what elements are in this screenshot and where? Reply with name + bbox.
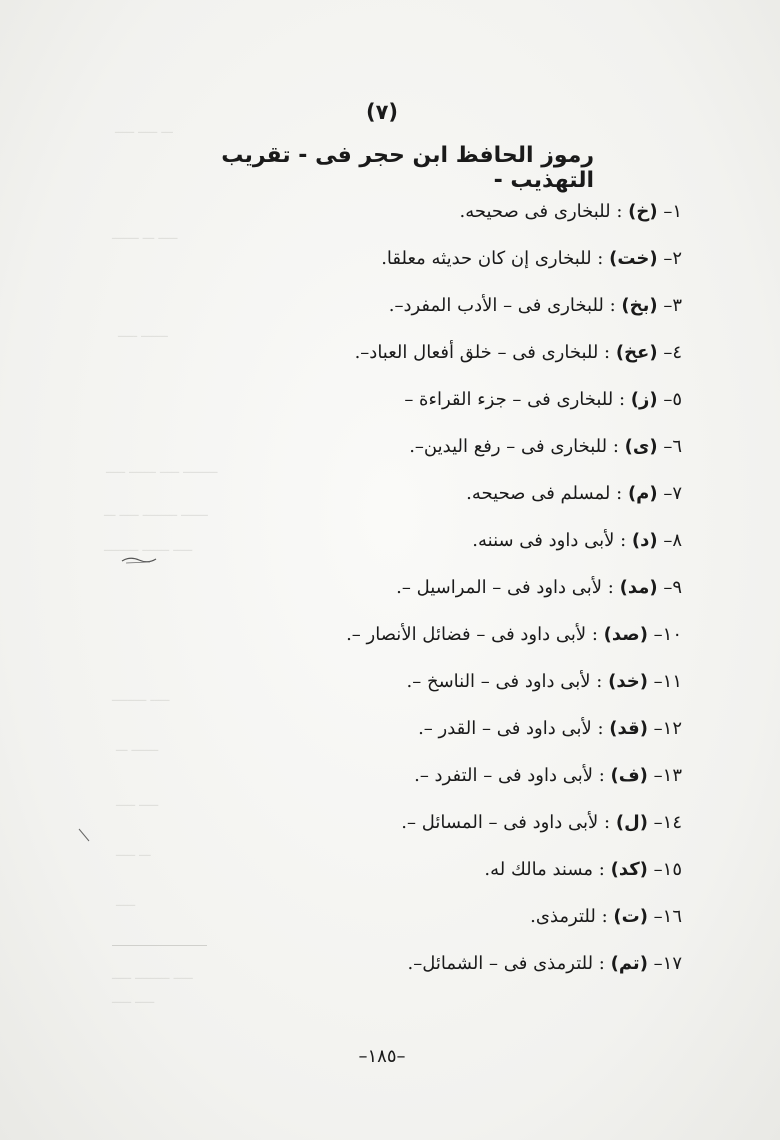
list-item — [212, 432, 682, 479]
entry-code: (ز) — [630, 389, 658, 410]
entry-number: ١١– — [653, 671, 682, 692]
entry-code: (كد) — [610, 859, 648, 880]
list-item — [212, 667, 682, 714]
list-item — [212, 338, 682, 385]
entry-number: ٨– — [663, 530, 682, 551]
show-through-text: ـــــ ـــــ — [112, 992, 155, 1007]
entry-number: ٦– — [663, 436, 682, 457]
entry-description: : لأبى داود فى – الناسخ –. — [406, 671, 603, 692]
scan-smudge-mark — [120, 555, 158, 565]
entry-description: : للبخارى فى – رفع اليدين–. — [409, 436, 619, 457]
show-through-text: ـــــ — [116, 895, 136, 910]
entry-number: ١٠– — [653, 624, 682, 645]
entry-description: : للبخارى فى – خلق أفعال العباد–. — [354, 342, 611, 363]
entry-number: ١٥– — [653, 859, 682, 880]
entry-description: : للبخارى إن كان حديثه معلقا. — [381, 248, 604, 269]
entry-code: (ل) — [615, 812, 648, 833]
entry-description: : لأبى داود فى – فضائل الأنصار –. — [346, 624, 598, 645]
entry-number: ١٧– — [653, 953, 682, 974]
footnote-divider — [112, 945, 207, 946]
show-through-text: ـــــــ ـــــــــ ـــــ ـــ — [104, 505, 208, 520]
list-item — [212, 902, 682, 949]
entry-description: : للبخارى فى – جزء القراءة – — [404, 389, 626, 410]
entry-number: ٥– — [663, 389, 682, 410]
entry-description: : لمسلم فى صحيحه. — [466, 483, 623, 504]
entry-description: : لأبى داود فى – التفرد –. — [414, 765, 605, 786]
entry-number: ١٦– — [653, 906, 682, 927]
entry-code: (م) — [627, 483, 658, 504]
entry-code: (خد) — [608, 671, 648, 692]
entry-code: (خت) — [609, 248, 658, 269]
entry-description: : للترمذى. — [530, 906, 608, 927]
entry-code: (صد) — [603, 624, 648, 645]
list-item — [212, 714, 682, 761]
show-through-text: ـــ ـــــ — [116, 845, 151, 860]
pen-stroke-mark — [78, 828, 90, 842]
entry-code: (تم) — [610, 953, 648, 974]
entry-number: ٣– — [663, 295, 682, 316]
entry-number: ١٤– — [653, 812, 682, 833]
page-number: –١٨٥– — [358, 1046, 406, 1067]
entry-description: : لأبى داود فى – القدر –. — [418, 718, 604, 739]
show-through-text: ـــــــــ ـــــ ـــــــ ـــــ — [106, 462, 218, 477]
show-through-text: ـــــ ـــــــــ — [112, 690, 170, 705]
list-item — [212, 808, 682, 855]
entry-description: : لأبى داود فى – المراسيل –. — [396, 577, 614, 598]
list-item — [212, 949, 682, 996]
list-item — [212, 526, 682, 573]
entry-number: ٩– — [663, 577, 682, 598]
entry-number: ٧– — [663, 483, 682, 504]
entry-description: : للترمذى فى – الشمائل–. — [407, 953, 605, 974]
entry-description: : مسند مالك له. — [484, 859, 605, 880]
entry-number: ١٣– — [653, 765, 682, 786]
entry-code: (قد) — [609, 718, 648, 739]
show-through-text: ـــ ـــــ ـــــ — [115, 122, 173, 137]
show-through-text: ـــــــ ـــــ — [118, 326, 168, 341]
entry-code: (ت) — [613, 906, 648, 927]
entry-code: (مد) — [619, 577, 658, 598]
list-item — [212, 620, 682, 667]
list-item — [212, 385, 682, 432]
list-item — [212, 197, 682, 244]
entry-number: ١– — [663, 201, 682, 222]
entries-list — [212, 197, 682, 996]
show-through-text: ـــــ ـــــ — [116, 795, 159, 810]
show-through-text: ـــــــ ـــ — [116, 740, 159, 755]
list-item — [212, 244, 682, 291]
entry-number: ١٢– — [653, 718, 682, 739]
entry-description: : لأبى داود فى سننه. — [472, 530, 627, 551]
entry-number: ٢– — [663, 248, 682, 269]
entry-code: (بخ) — [621, 295, 658, 316]
list-item — [212, 855, 682, 902]
entry-code: (خ) — [628, 201, 658, 222]
entry-code: (عخ) — [615, 342, 658, 363]
page-title: رموز الحافظ ابن حجر فى - تقريب التهذيب - — [221, 143, 594, 193]
entry-description: : للبخارى فى – الأدب المفرد–. — [388, 295, 616, 316]
entry-number: ٤– — [663, 342, 682, 363]
list-item — [212, 573, 682, 620]
entry-code: (ف) — [610, 765, 648, 786]
entry-code: (د) — [631, 530, 658, 551]
show-through-text: ـــــ ـــــــ ـــــــــ — [104, 540, 193, 555]
show-through-text: ـــــ ـــ ـــــــ — [112, 228, 178, 243]
entry-description: : لأبى داود فى – المسائل –. — [401, 812, 611, 833]
list-item — [212, 479, 682, 526]
entry-description: : للبخارى فى صحيحه. — [459, 201, 623, 222]
entry-code: (ى) — [624, 436, 658, 457]
show-through-text: ـــــ ـــــــــ ـــــ — [112, 968, 193, 983]
list-item — [212, 291, 682, 338]
chapter-number: (٧) — [365, 100, 399, 124]
list-item — [212, 761, 682, 808]
